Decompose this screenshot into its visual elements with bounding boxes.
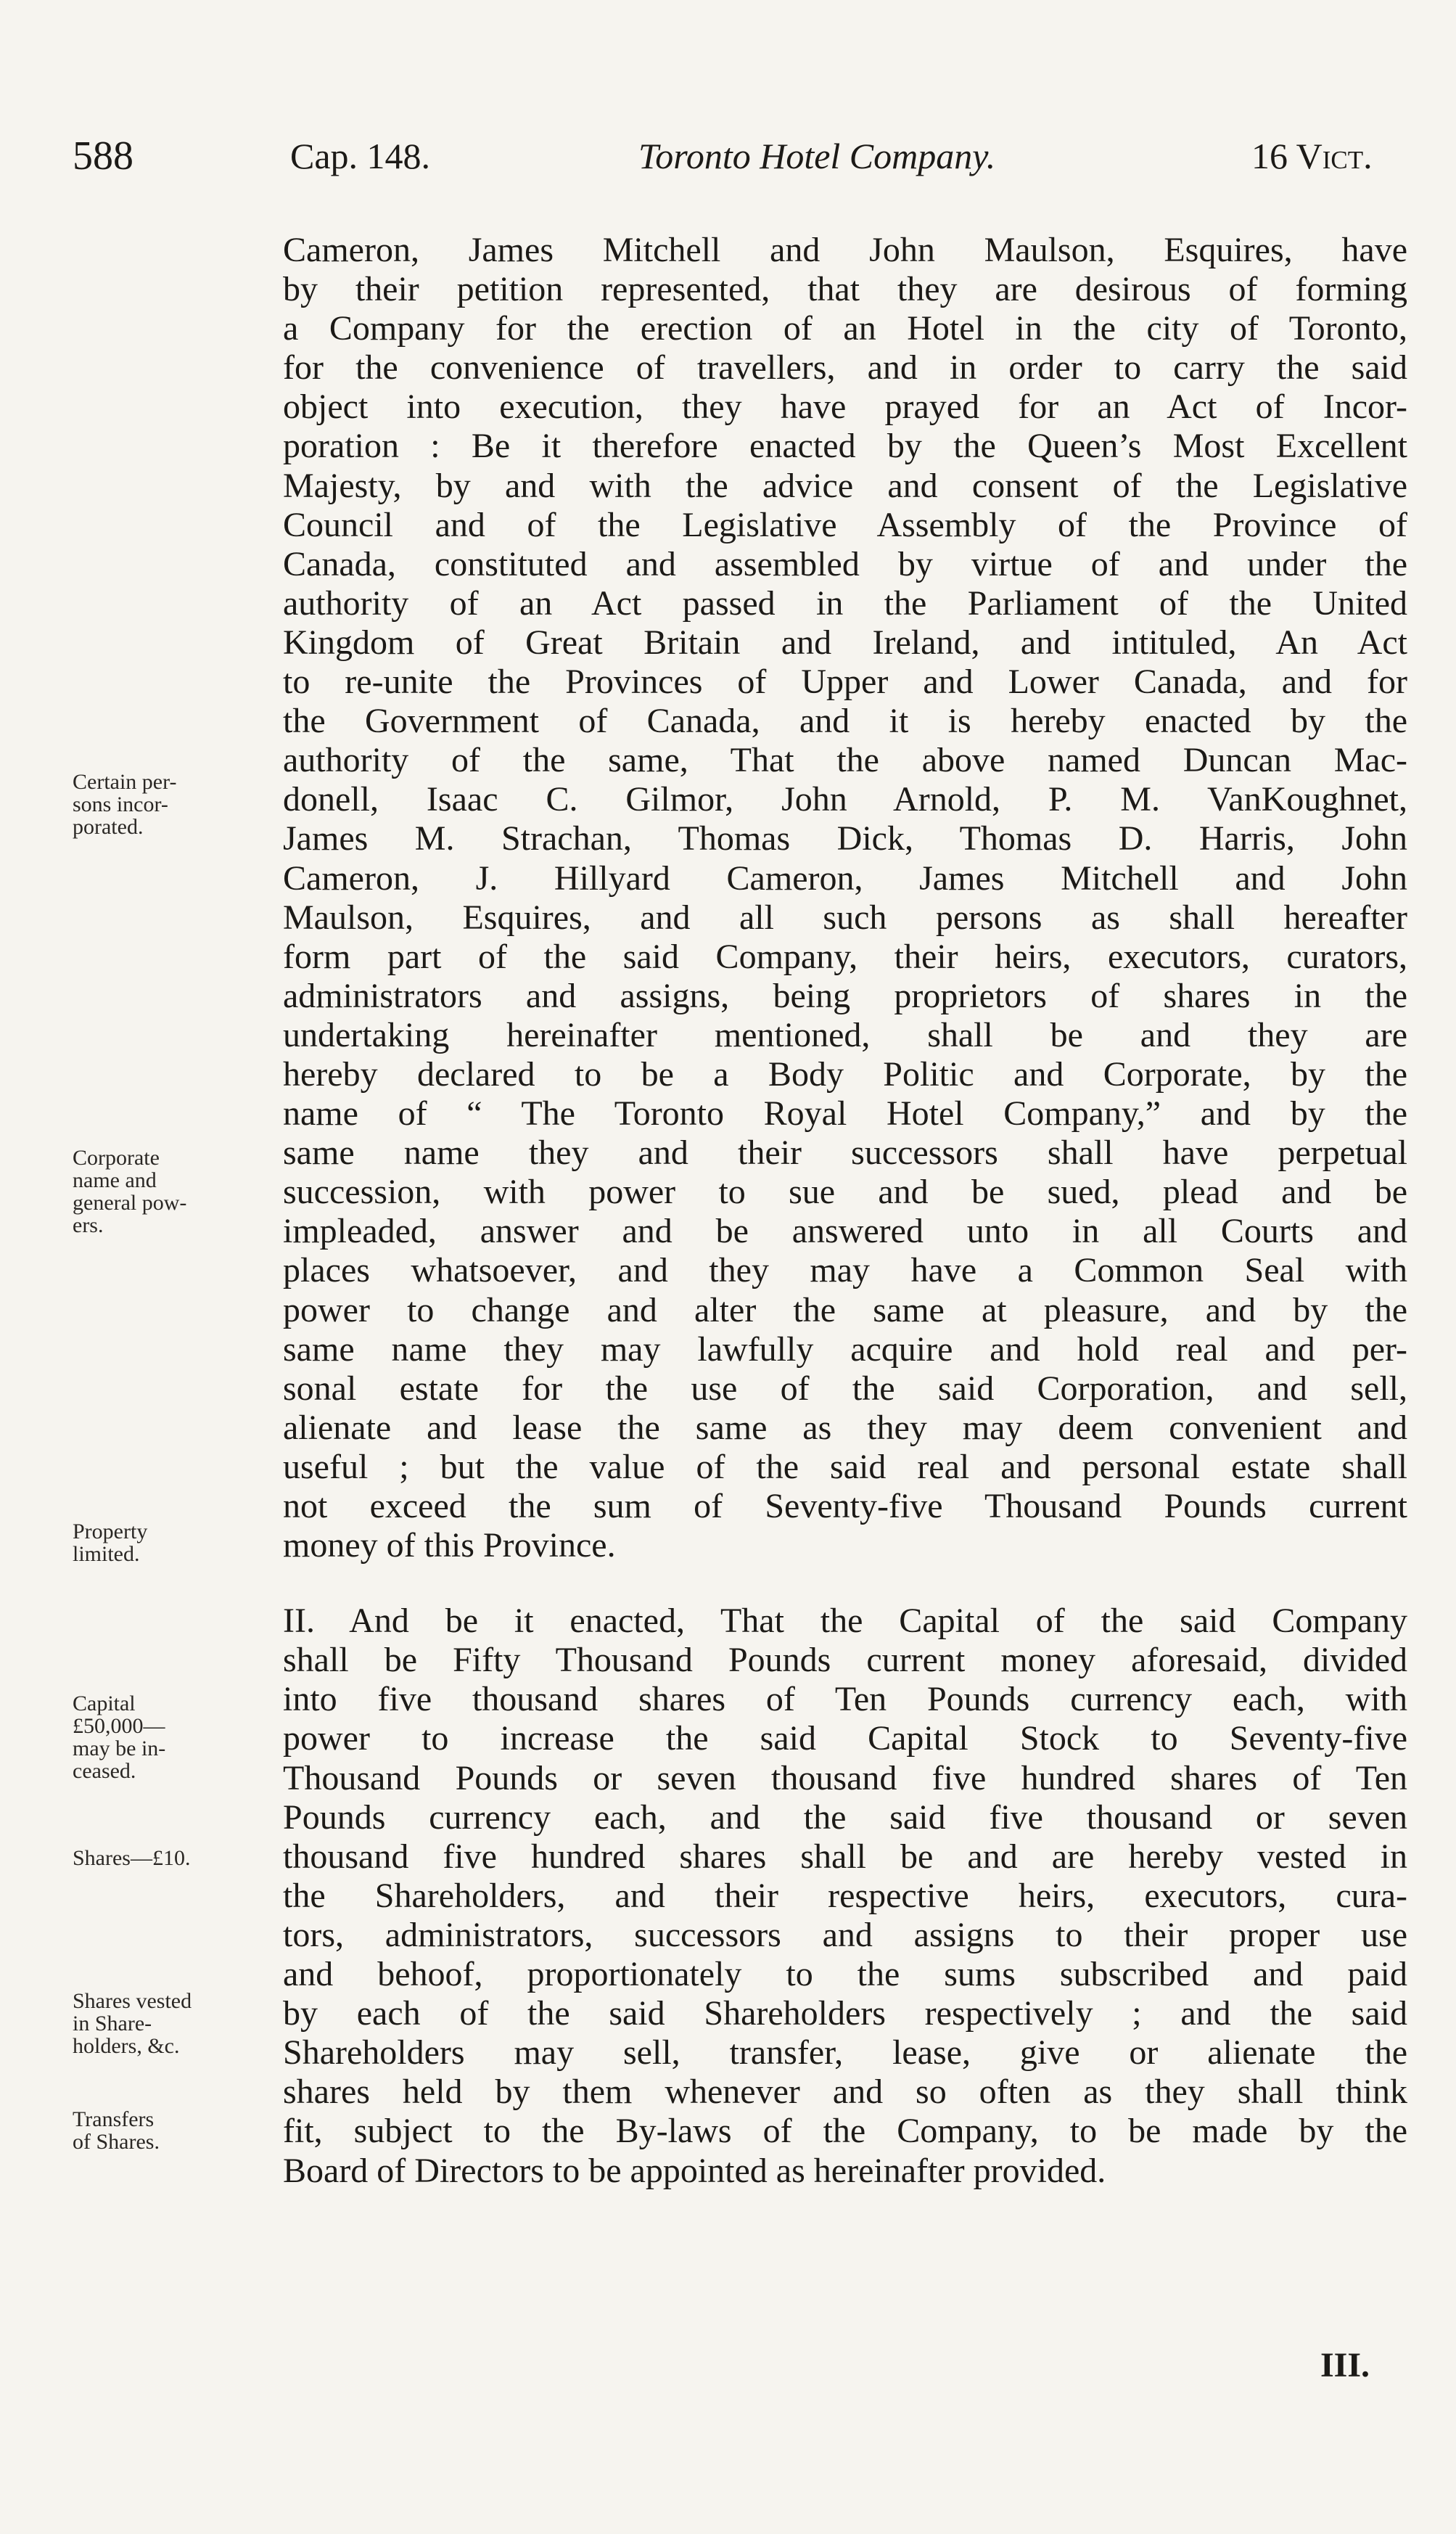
body-line: Cameron, J. Hillyard Cameron, James Mitchell and John [283, 858, 1407, 898]
body-line: succession, with power to sue and be sued, plead and be [283, 1173, 1407, 1212]
side-note-line: name and [73, 1168, 157, 1192]
side-note-corporate-name-powers [73, 1147, 268, 1237]
side-note-line: general pow- [73, 1191, 187, 1215]
body-line: same name they may lawfully acquire and hold real and per- [283, 1329, 1407, 1369]
body-line: Pounds currency each, and the said five thousand or seven [283, 1797, 1407, 1837]
body-line: shares held by them whenever and so often as they shall think [283, 2072, 1407, 2112]
side-note-line: Shares vested [73, 1989, 192, 2013]
side-note-line: may be in- [73, 1737, 166, 1760]
body-line: administrators and assigns, being proprietors of shares in the [283, 976, 1407, 1015]
body-line: sonal estate for the use of the said Corporation, and sell, [283, 1369, 1407, 1408]
side-note-line: Property [73, 1520, 148, 1543]
side-note-line: sons incor- [73, 792, 168, 816]
running-title: Toronto Hotel Company. [638, 136, 996, 176]
statute-body-text [283, 231, 1407, 2191]
body-line: the Government of Canada, and it is hereby enacted by the [283, 702, 1407, 741]
body-line: a Company for the erection of an Hotel in the city of Toronto, [283, 309, 1407, 348]
body-line: same name they and their successors shall have perpetual [283, 1133, 1407, 1173]
side-note-shares-vested [73, 1990, 268, 2057]
side-note-line: Corporate [73, 1146, 160, 1170]
body-line: undertaking hereinafter mentioned, shall be and they are [283, 1015, 1407, 1054]
side-note-line: porated. [73, 815, 144, 839]
side-note-property-limited [73, 1520, 268, 1565]
side-note-line: Certain per- [73, 770, 177, 794]
chapter-number: Cap. 148. [290, 136, 431, 176]
body-line: object into execution, they have prayed for an Act of Incor- [283, 388, 1407, 427]
body-line: alienate and lease the same as they may deem convenient and [283, 1408, 1407, 1447]
body-line: poration : Be it therefore enacted by the Queen’s Most Excellent [283, 427, 1407, 466]
body-line: by each of the said Shareholders respectively ; and the said [283, 1994, 1407, 2033]
side-note-line: Capital [73, 1692, 136, 1715]
side-note-line: ers. [73, 1213, 104, 1237]
running-header [0, 134, 1456, 192]
body-line: hereby declared to be a Body Politic and Corporate, by the [283, 1054, 1407, 1094]
body-line: Maulson, Esquires, and all such persons as shall hereafter [283, 898, 1407, 937]
body-line: Thousand Pounds or seven thousand five hundred shares of Ten [283, 1758, 1407, 1797]
body-line: Board of Directors to be appointed as hereinafter provided. [283, 2151, 1106, 2190]
body-line: name of “ The Toronto Royal Hotel Company,” and by the [283, 1094, 1407, 1133]
body-line: Cameron, James Mitchell and John Maulson, Esquires, have [283, 231, 1407, 269]
catchword: III. [1320, 2346, 1370, 2385]
side-note-line: limited. [73, 1542, 140, 1566]
body-line: fit, subject to the By-laws of the Company, to be made by the [283, 2112, 1407, 2151]
body-line: donell, Isaac C. Gilmor, John Arnold, P. M. VanKoughnet, [283, 780, 1407, 819]
body-line: for the convenience of travellers, and in order to carry the said [283, 348, 1407, 388]
body-line: tors, administrators, successors and assigns to their proper use [283, 1915, 1407, 1954]
side-note-line: in Share- [73, 2012, 152, 2035]
body-line: not exceed the sum of Seventy-five Thousand Pounds current [283, 1487, 1407, 1525]
side-note-line: Shares—£10. [73, 1846, 191, 1870]
body-line: money of this Province. [283, 1526, 616, 1565]
body-line: authority of an Act passed in the Parliament of the United [283, 583, 1407, 623]
side-note-line: Transfers [73, 2107, 155, 2131]
body-line: Majesty, by and with the advice and consent of the Legislative [283, 466, 1407, 505]
body-line: by their petition represented, that they are desirous of forming [283, 270, 1407, 309]
body-line: shall be Fifty Thousand Pounds current money aforesaid, divided [283, 1641, 1407, 1680]
body-line: into five thousand shares of Ten Pounds currency each, with [283, 1680, 1407, 1719]
side-note-capital [73, 1692, 268, 1782]
body-line: form part of the said Company, their heirs, executors, curators, [283, 937, 1407, 976]
page-number: 588 [73, 134, 133, 179]
body-line: to re-unite the Provinces of Upper and Lower Canada, and for [283, 663, 1407, 702]
body-line: authority of the same, That the above named Duncan Mac- [283, 741, 1407, 780]
body-line: Council and of the Legislative Assembly of the Province of [283, 505, 1407, 544]
body-line: power to increase the said Capital Stock to Seventy-five [283, 1719, 1407, 1758]
body-line: Kingdom of Great Britain and Ireland, and intituled, An Act [283, 623, 1407, 662]
body-line: Canada, constituted and assembled by virtue of and under the [283, 544, 1407, 583]
body-line: places whatsoever, and they may have a Common Seal with [283, 1251, 1407, 1290]
side-note-line: holders, &c. [73, 2034, 180, 2058]
side-note-certain-persons-incorporated [73, 771, 268, 838]
body-line: and behoof, proportionately to the sums subscribed and paid [283, 1955, 1407, 1994]
body-line: power to change and alter the same at pleasure, and by the [283, 1290, 1407, 1329]
side-note-shares-amount [73, 1847, 268, 1869]
side-note-line: of Shares. [73, 2130, 160, 2154]
side-note-transfers-of-shares [73, 2108, 268, 2153]
body-line: impleaded, answer and be answered unto in all Courts and [283, 1212, 1407, 1251]
body-line: useful ; but the value of the said real and personal estate shall [283, 1447, 1407, 1486]
side-note-line: £50,000— [73, 1714, 165, 1738]
body-line: II. And be it enacted, That the Capital of the said Company [283, 1602, 1407, 1641]
body-line: Shareholders may sell, transfer, lease, give or alienate the [283, 2033, 1407, 2072]
body-line: James M. Strachan, Thomas Dick, Thomas D. Harris, John [283, 819, 1407, 858]
side-note-line: ceased. [73, 1759, 136, 1783]
body-line: the Shareholders, and their respective heirs, executors, cura- [283, 1876, 1407, 1915]
regnal-year: 16 Vict. [1251, 136, 1373, 176]
body-line: thousand five hundred shares shall be and are hereby vested in [283, 1837, 1407, 1876]
